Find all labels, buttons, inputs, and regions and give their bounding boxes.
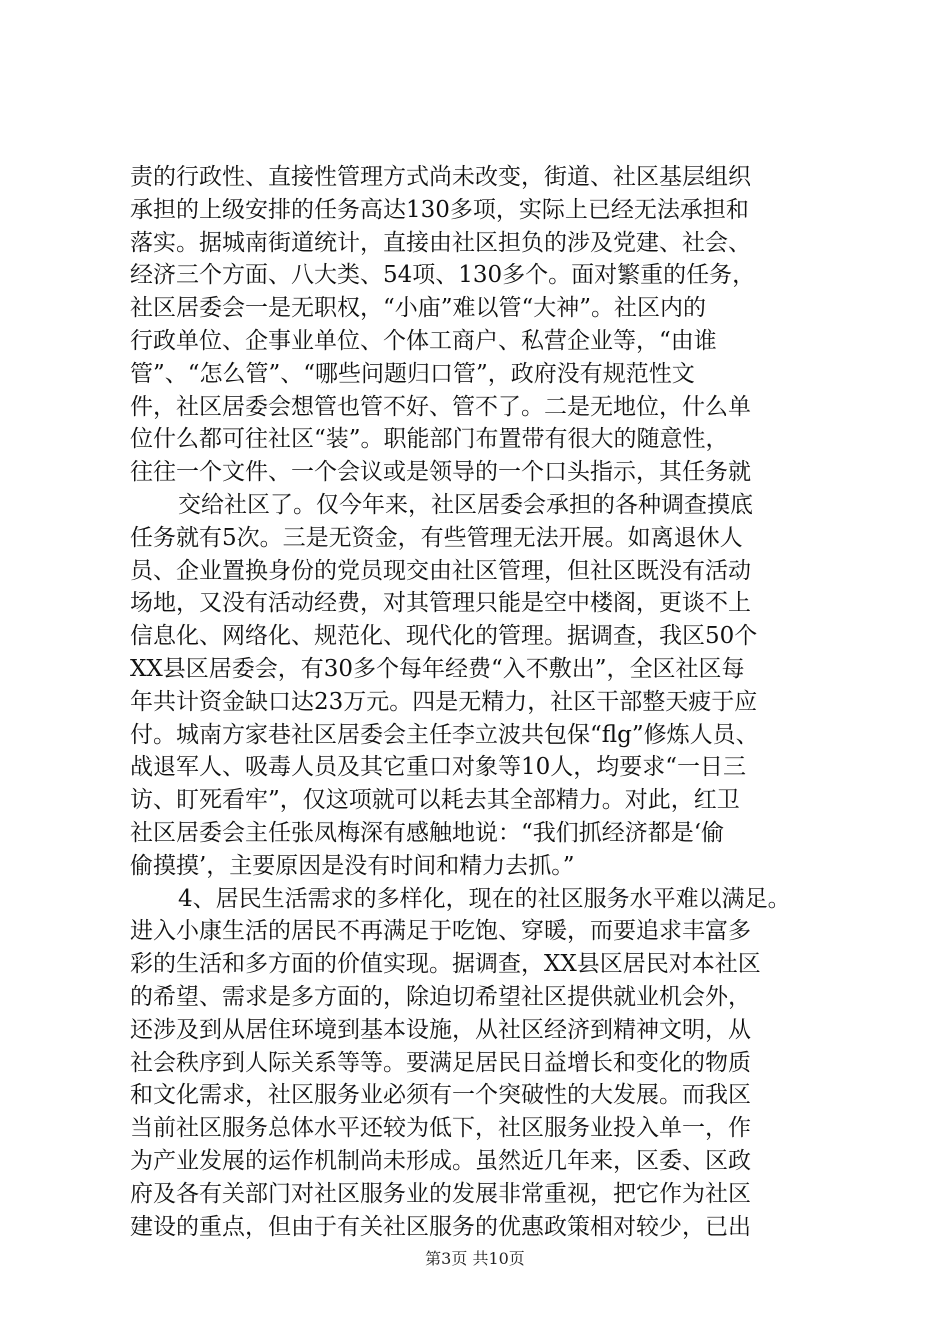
text-line: 为产业发展的运作机制尚未形成。虽然近几年来，区委、区政 (130, 1147, 751, 1174)
text-line: XX县区居委会，有30多个每年经费“入不敷出”，全区社区每 (130, 655, 745, 682)
text-line: 经济三个方面、八大类、54项、130多个。面对繁重的任务， (130, 262, 756, 289)
text-line: 往往一个文件、一个会议或是领导的一个口头指示，其任务就 (130, 459, 751, 486)
text-line: 访、盯死看牢”，仅这项就可以耗去其全部精力。对此，红卫 (130, 787, 740, 814)
text-line: 还涉及到从居住环境到基本设施，从社区经济到精神文明，从 (130, 1016, 751, 1043)
text-line: 社区居委会一是无职权，“小庙”难以管“大神”。社区内的 (130, 295, 707, 322)
page-number: 第3页 共10页 (425, 1249, 525, 1268)
text-line: 交给社区了。仅今年来，社区居委会承担的各种调查摸底 (178, 491, 753, 518)
text-line: 员、企业置换身份的党员现交由社区管理，但社区既没有活动 (130, 557, 751, 584)
page-footer (0, 1246, 950, 1269)
text-line: 责的行政性、直接性管理方式尚未改变，街道、社区基层组织 (130, 164, 751, 190)
text-line: 场地，又没有活动经费，对其管理只能是空中楼阁，更谈不上 (130, 590, 751, 617)
text-line: 承担的上级安排的任务高达130多项，实际上已经无法承担和 (130, 196, 749, 223)
text-line: 和文化需求，社区服务业必须有一个突破性的大发展。而我区 (130, 1082, 751, 1109)
body-text (130, 161, 830, 1243)
text-line: 付。城南方家巷社区居委会主任李立波共包保“flg”修炼人员、 (130, 721, 759, 748)
text-line: 行政单位、企事业单位、个体工商户、私营企业等，“由谁 (130, 327, 717, 354)
text-line: 进入小康生活的居民不再满足于吃饱、穿暖，而要追求丰富多 (130, 918, 751, 945)
text-line: 位什么都可往社区“装”。职能部门布置带有很大的随意性， (130, 426, 729, 453)
text-line: 战退军人、吸毒人员及其它重口对象等10人，均要求“一日三 (130, 754, 747, 781)
text-line: 任务就有5次。三是无资金，有些管理无法开展。如离退休人 (130, 524, 743, 551)
text-line: 当前社区服务总体水平还较为低下，社区服务业投入单一，作 (130, 1115, 751, 1142)
text-line: 4、居民生活需求的多样化，现在的社区服务水平难以满足。 (178, 885, 791, 912)
text-line: 建设的重点，但由于有关社区服务的优惠政策相对较少，已出 (130, 1213, 751, 1240)
text-line: 落实。据城南街道统计，直接由社区担负的涉及党建、社会、 (130, 229, 751, 256)
text-line: 管”、“怎么管”、“哪些问题归口管”，政府没有规范性文 (130, 360, 695, 387)
text-line: 府及各有关部门对社区服务业的发展非常重视，把它作为社区 (130, 1180, 751, 1207)
text-line: 的希望、需求是多方面的，除迫切希望社区提供就业机会外， (130, 983, 751, 1010)
text-line: 彩的生活和多方面的价值实现。据调查，XX县区居民对本社区 (130, 951, 761, 978)
text-line: 社区居委会主任张凤梅深有感触地说：“我们抓经济都是‘偷 (130, 819, 725, 846)
text-line: 年共计资金缺口达23万元。四是无精力，社区干部整天疲于应 (130, 688, 758, 715)
text-line: 件，社区居委会想管也管不好、管不了。二是无地位，什么单 (130, 393, 751, 420)
text-line: 偷摸摸’，主要原因是没有时间和精力去抓。” (130, 852, 575, 879)
text-line: 社会秩序到人际关系等等。要满足居民日益增长和变化的物质 (130, 1049, 751, 1076)
text-line: 信息化、网络化、规范化、现代化的管理。据调查，我区50个 (130, 623, 758, 650)
